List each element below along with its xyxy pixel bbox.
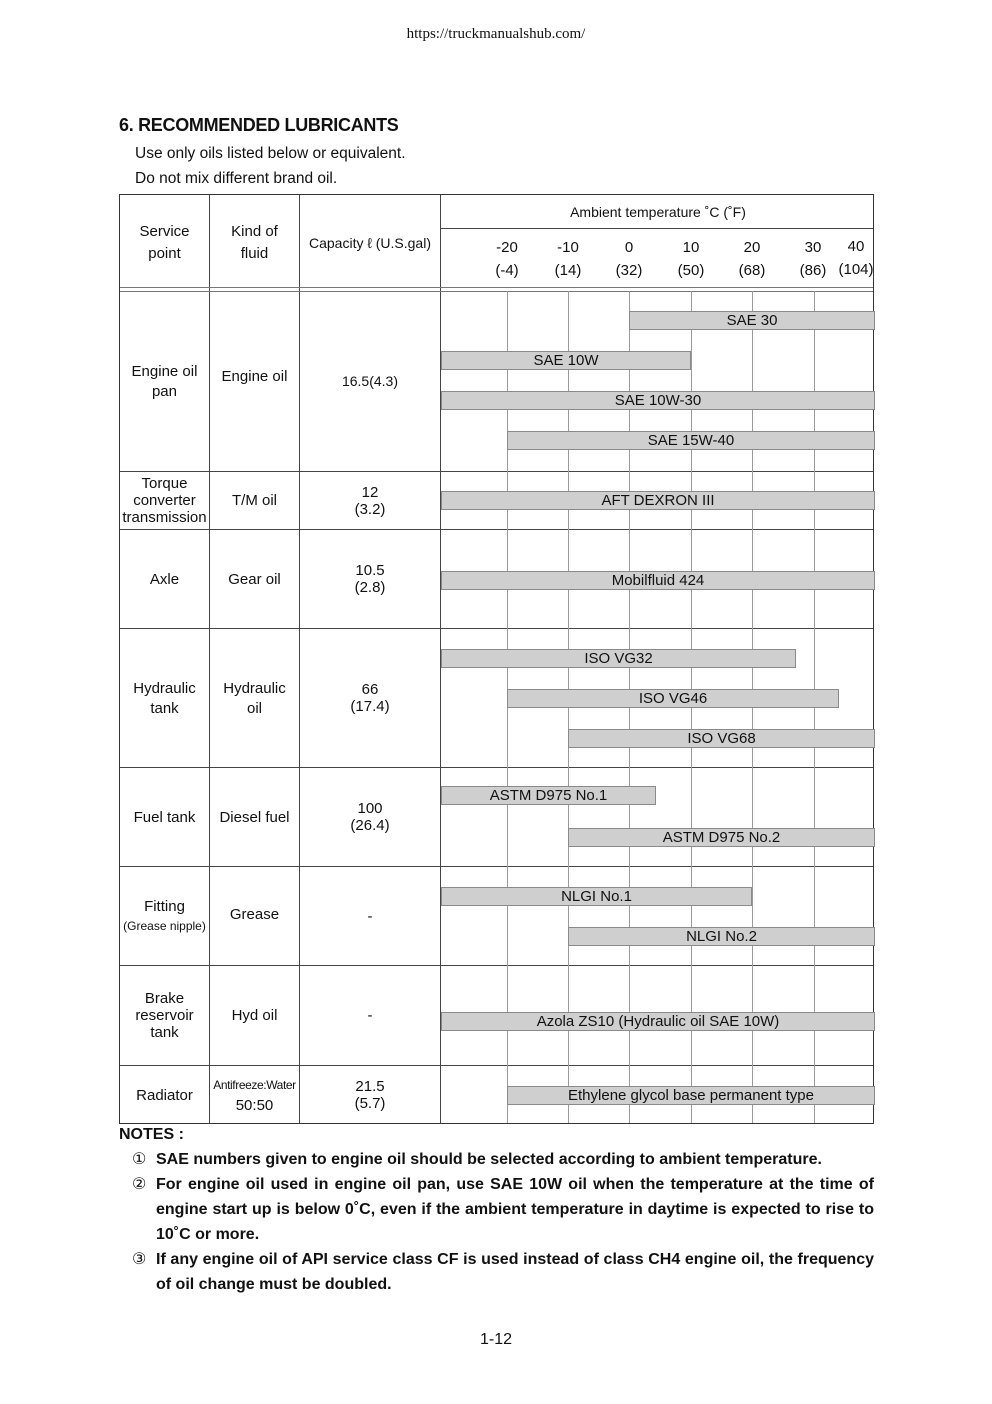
bar-sae-30: SAE 30: [629, 311, 875, 330]
header-ambient-temperature: Ambient temperature ˚C (˚F): [570, 203, 746, 220]
tick-c-40: 40 (104): [838, 238, 874, 278]
bar-sae-10w-30: SAE 10W-30: [441, 391, 875, 410]
header-service-point: Service point: [139, 223, 190, 262]
row-fitting-fluid: Grease: [229, 905, 280, 923]
row-engine-fluid: Engine oil: [221, 368, 288, 385]
intro-line-2: Do not mix different brand oil.: [135, 170, 338, 187]
row-tm-fluid: T/M oil: [232, 492, 277, 509]
bar-nlgi-no2: NLGI No.2: [568, 927, 875, 946]
lubricants-table: [119, 194, 874, 1124]
row-axle-capacity: 10.5 (2.8): [354, 562, 386, 596]
row-axle-service: Axle: [149, 570, 180, 588]
header-capacity: Capacity ℓ (U.S.gal): [308, 234, 431, 251]
tick-c-0: 0 (32): [615, 239, 643, 279]
row-tm-capacity: 12 (3.2): [354, 483, 386, 518]
note-3: ③ If any engine oil of API service class CF is used instead of class CH4 engine oil, the frequency of oil change must be doubled.: [132, 1251, 874, 1293]
page-number: 1-12: [479, 1331, 513, 1348]
tick-c-minus10: -10 (14): [554, 239, 582, 279]
header-kind-of-fluid: Kind of fluid: [231, 223, 278, 262]
row-hydraulic-fluid: Hydraulic oil: [223, 679, 286, 717]
row-fuel-fluid: Diesel fuel: [219, 808, 290, 826]
bar-iso-vg46: ISO VG46: [507, 689, 839, 708]
tick-c-10: 10 (50): [677, 239, 705, 279]
bar-nlgi-no1: NLGI No.1: [441, 887, 752, 906]
row-engine-capacity: 16.5(4.3): [341, 372, 399, 389]
bar-sae-10w: SAE 10W: [441, 351, 691, 370]
row-engine-service: Engine oil pan: [131, 362, 198, 400]
row-axle-fluid: Gear oil: [228, 570, 281, 588]
row-fitting-service: Fitting (Grease nipple): [123, 897, 206, 933]
row-fuel-service: Fuel tank: [133, 808, 196, 826]
row-fuel-capacity: 100 (26.4): [350, 800, 390, 834]
tick-c-30: 30 (86): [799, 239, 827, 279]
row-brake-service: Brake reservoir tank: [135, 990, 194, 1041]
bar-ethylene-glycol: Ethylene glycol base permanent type: [507, 1086, 875, 1105]
bar-mobilfluid-424: Mobilfluid 424: [441, 571, 875, 590]
row-tm-service: Torque converter transmission: [122, 475, 207, 526]
row-brake-capacity: -: [367, 1007, 373, 1024]
note-2: ② For engine oil used in engine oil pan, use SAE 10W oil when the temperature at the time of engine start up is below 0˚C, even if the ambient temperature in daytime is expected to rise to 10˚C or more.: [132, 1176, 874, 1243]
row-hydraulic-service: Hydraulic tank: [133, 679, 196, 717]
intro-line-1: Use only oils listed below or equivalent.: [135, 145, 406, 162]
source-url[interactable]: https://truckmanualshub.com/: [406, 26, 586, 42]
row-brake-fluid: Hyd oil: [231, 1007, 278, 1024]
bar-iso-vg68: ISO VG68: [568, 729, 875, 748]
row-radiator-service: Radiator: [136, 1086, 193, 1104]
bar-azola-zs10: Azola ZS10 (Hydraulic oil SAE 10W): [441, 1012, 875, 1031]
bar-astm-d975-no1: ASTM D975 No.1: [441, 786, 656, 805]
section-heading: 6. RECOMMENDED LUBRICANTS: [119, 115, 399, 135]
row-hydraulic-capacity: 66 (17.4): [350, 681, 390, 715]
notes-title: NOTES :: [119, 1126, 184, 1143]
bar-sae-15w-40: SAE 15W-40: [507, 431, 875, 450]
bar-iso-vg32: ISO VG32: [441, 649, 796, 668]
tick-c-minus20: -20 (-4): [495, 239, 519, 279]
note-1: ① SAE numbers given to engine oil should be selected according to ambient temperature.: [132, 1151, 822, 1168]
tick-c-20: 20 (68): [738, 239, 766, 279]
row-fitting-capacity: -: [367, 907, 373, 925]
row-radiator-capacity: 21.5 (5.7): [354, 1078, 386, 1112]
row-radiator-fluid: Antifreeze:Water 50:50: [213, 1077, 296, 1114]
bar-astm-d975-no2: ASTM D975 No.2: [568, 828, 875, 847]
bar-atf-dexron: AFT DEXRON III: [441, 491, 875, 510]
